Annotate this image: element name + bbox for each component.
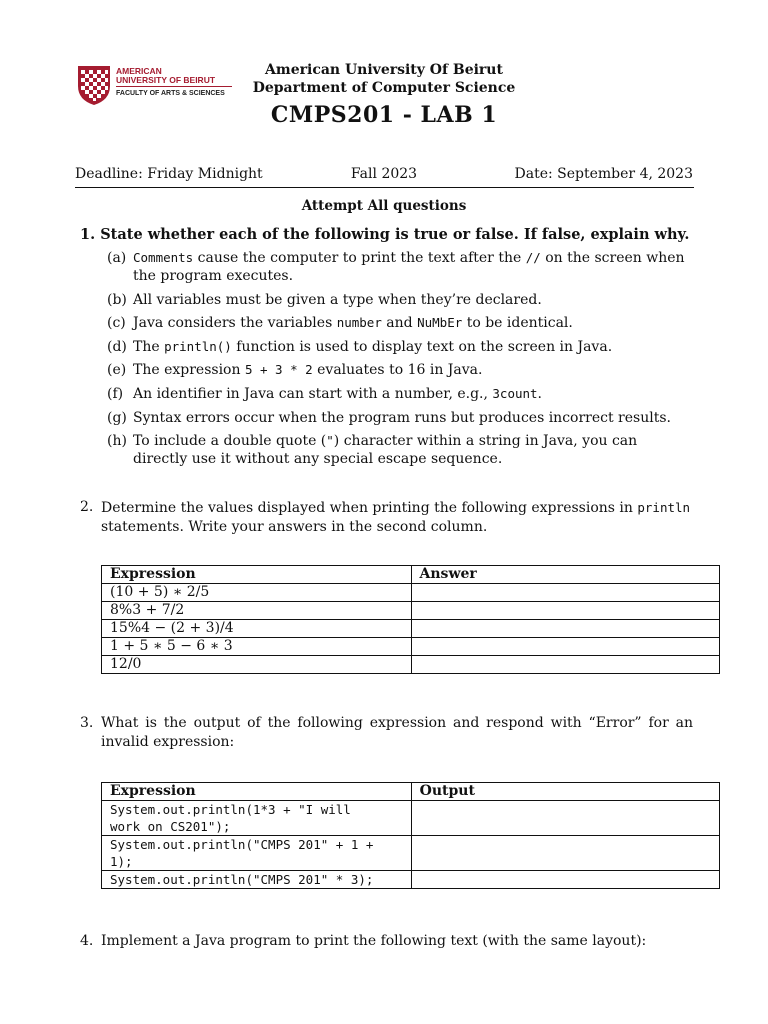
department-name: Department of Computer Science (252, 80, 516, 96)
output-table (101, 782, 720, 889)
expression-cell (102, 801, 412, 836)
answer-cell[interactable] (411, 602, 719, 620)
code-line: System.out.println("CMPS 201" * 3); (110, 872, 374, 887)
table-row (102, 584, 720, 602)
table-header-answer: Answer (411, 566, 719, 584)
answer-cell[interactable] (411, 656, 719, 674)
table-row (102, 871, 720, 889)
expression-cell: (10 + 5) ∗ 2/5 (102, 584, 412, 602)
table-header-output: Output (411, 783, 719, 801)
text-segment: Determine the values displayed when printing the following expressions in (101, 500, 638, 516)
text-segment: The expression (133, 362, 245, 378)
table-row (102, 638, 720, 656)
table-row (102, 801, 720, 836)
code-line: System.out.println(1*3 + "I will (110, 802, 351, 817)
question-1-item-label: (a) (107, 250, 127, 266)
university-name: American University Of Beirut (265, 62, 503, 78)
logo-line-3: FACULTY OF ARTS & SCIENCES (116, 90, 225, 97)
question-1-item-label: (h) (107, 433, 127, 449)
header-divider (75, 187, 694, 188)
question-1-item-text (133, 249, 695, 285)
term: Fall 2023 (350, 166, 418, 182)
text-segment: on the screen when the program executes. (133, 250, 685, 284)
text-segment: evaluates to 16 in Java. (312, 362, 483, 378)
answer-cell[interactable] (411, 638, 719, 656)
question-1-item-label: (e) (107, 362, 127, 378)
text-segment: cause the computer to print the text after the (193, 250, 526, 266)
logo-line-2: UNIVERSITY OF BEIRUT (116, 75, 216, 85)
table-row (102, 620, 720, 638)
code-line: work on CS201"); (110, 819, 231, 834)
text-segment: and (381, 315, 418, 331)
question-1-item-label: (b) (107, 292, 127, 308)
output-cell[interactable] (411, 871, 719, 889)
inline-code: Comments (133, 250, 194, 265)
expression-cell: 1 + 5 ∗ 5 − 6 ∗ 3 (102, 638, 412, 656)
text-segment: To include a double quote ( (133, 433, 327, 449)
expression-cell (102, 836, 412, 871)
inline-code: 5 + 3 * 2 (244, 362, 313, 377)
inline-code: number (336, 315, 382, 330)
question-3-prompt: What is the output of the following expression and respond with “Error” for an invalid expression: (101, 715, 693, 750)
question-4-number: 4. (80, 933, 94, 949)
expression-cell: 8%3 + 7/2 (102, 602, 412, 620)
text-segment: Syntax errors occur when the program runs but produces incorrect results. (133, 410, 671, 426)
expression-cell: 15%4 − (2 + 3)/4 (102, 620, 412, 638)
text-segment: The (133, 339, 165, 355)
question-1-item-label: (f) (107, 386, 124, 402)
text-segment: function is used to display text on the screen in Java. (231, 339, 613, 355)
text-segment: Java considers the variables (133, 315, 337, 331)
question-1-item-label: (c) (107, 315, 126, 331)
answer-cell[interactable] (411, 620, 719, 638)
output-cell[interactable] (411, 836, 719, 871)
inline-code: NuMbEr (417, 315, 463, 330)
table-row (102, 836, 720, 871)
answer-cell[interactable] (411, 584, 719, 602)
table-row (102, 602, 720, 620)
inline-code: println() (164, 339, 232, 354)
question-2-number: 2. (80, 499, 94, 515)
question-1-item-label: (d) (107, 339, 127, 355)
deadline: Deadline: Friday Midnight (75, 166, 263, 182)
question-1-item-text (133, 338, 695, 356)
question-1-number: 1. (80, 226, 96, 243)
text-segment: ) character within a string in Java, you can directly use it without any special escape sequence. (133, 433, 638, 467)
text-segment: . (537, 386, 542, 402)
question-1-item-label: (g) (107, 410, 127, 426)
expressions-table (101, 565, 720, 674)
page-title: CMPS201 - LAB 1 (270, 102, 498, 128)
text-segment: All variables must be given a type when they’re declared. (133, 292, 542, 308)
date: Date: September 4, 2023 (514, 166, 693, 182)
question-1-item-text (133, 291, 695, 309)
inline-code: " (326, 433, 334, 448)
question-1-item-text (133, 409, 695, 427)
question-1-item-text (133, 361, 695, 379)
question-1-item-text (133, 432, 695, 468)
code-line: 1); (110, 854, 133, 869)
question-1-item-text (133, 385, 695, 403)
question-1-text: State whether each of the following is true or false. If false, explain why. (100, 226, 690, 243)
text-segment: statements. Write your answers in the second column. (101, 519, 488, 535)
text-segment: An identifier in Java can start with a number, e.g., (133, 386, 493, 402)
question-1-item-text (133, 314, 695, 332)
question-2-prompt (101, 498, 693, 537)
question-3-number: 3. (80, 715, 94, 731)
text-segment: to be identical. (462, 315, 573, 331)
expression-cell: 12/0 (102, 656, 412, 674)
inline-code: println (637, 500, 691, 515)
inline-code: // (525, 250, 541, 265)
table-header-expression: Expression (102, 566, 412, 584)
code-line: System.out.println("CMPS 201" + 1 + (110, 837, 374, 852)
inline-code: 3count (492, 386, 538, 401)
table-header-expression: Expression (102, 783, 412, 801)
instructions: Attempt All questions (301, 198, 467, 214)
question-1-prompt (80, 226, 700, 243)
output-cell[interactable] (411, 801, 719, 836)
logo-line-1: AMERICAN (116, 66, 162, 76)
expression-cell (102, 871, 412, 889)
table-row (102, 656, 720, 674)
question-4-prompt: Implement a Java program to print the following text (with the same layout): (101, 933, 647, 949)
